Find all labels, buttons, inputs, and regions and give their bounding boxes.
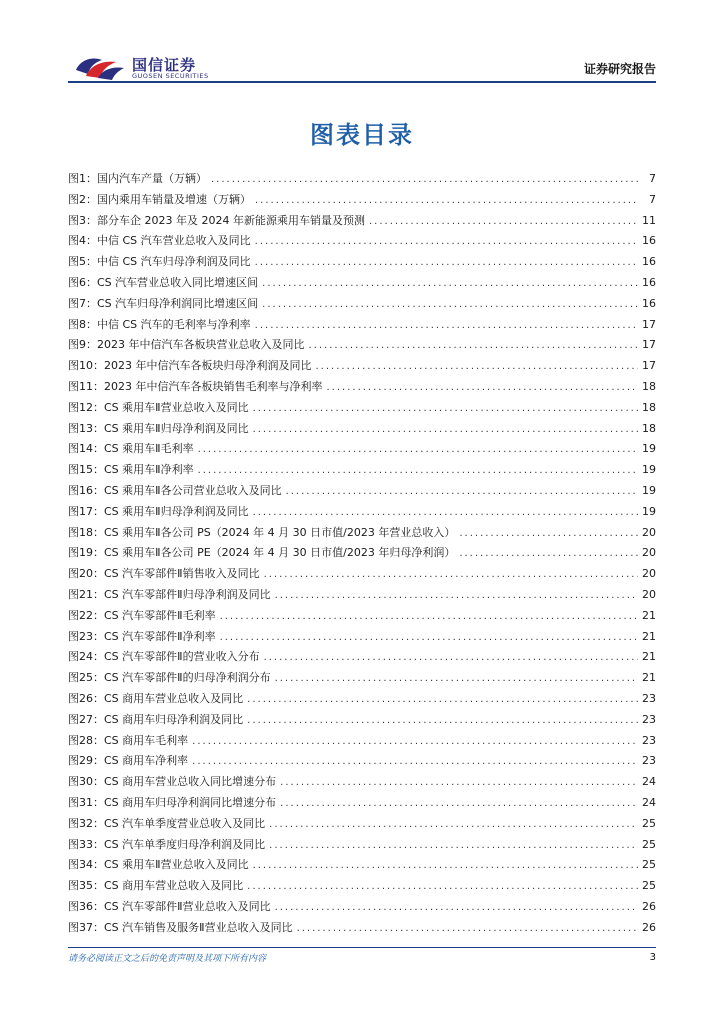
report-type-label: 证券研究报告 bbox=[583, 62, 656, 76]
toc-entry-page: 17 bbox=[642, 359, 656, 373]
toc-entry-page: 11 bbox=[642, 213, 656, 227]
toc-entry-number: 图27： bbox=[68, 712, 104, 726]
toc-leader-dots bbox=[327, 382, 639, 393]
toc-entry[interactable] bbox=[68, 898, 656, 919]
toc-leader-dots bbox=[264, 652, 638, 663]
page-header bbox=[68, 50, 656, 84]
toc-entry-page: 16 bbox=[642, 296, 656, 310]
toc-leader-dots bbox=[253, 507, 638, 518]
toc-entry-title: 国内乘用车销量及增速（万辆） bbox=[97, 192, 251, 206]
toc-entry[interactable] bbox=[68, 482, 656, 503]
toc-entry[interactable] bbox=[68, 669, 656, 690]
toc-entry-title: 中信 CS 汽车的毛利率与净利率 bbox=[97, 317, 251, 331]
toc-entry[interactable] bbox=[68, 295, 656, 316]
toc-entry[interactable] bbox=[68, 648, 656, 669]
toc-entry-page: 23 bbox=[642, 712, 656, 726]
toc-entry[interactable] bbox=[68, 503, 656, 524]
toc-entry-number: 图25： bbox=[68, 671, 104, 685]
toc-leader-dots bbox=[255, 236, 638, 247]
toc-entry-title: CS 商用车营业总收入同比增速分布 bbox=[104, 775, 277, 789]
toc-entry-page: 19 bbox=[642, 442, 656, 456]
toc-leader-dots bbox=[269, 819, 638, 830]
toc-entry-title: CS 商用车毛利率 bbox=[104, 733, 189, 747]
toc-entry-page: 19 bbox=[642, 483, 656, 497]
toc-entry[interactable] bbox=[68, 586, 656, 607]
toc-entry-title: CS 乘用车Ⅱ净利率 bbox=[104, 463, 194, 477]
toc-entry-page: 25 bbox=[642, 858, 656, 872]
toc-entry-number: 图33： bbox=[68, 837, 104, 851]
toc-entry-number: 图3： bbox=[68, 213, 97, 227]
toc-entry-page: 21 bbox=[642, 629, 656, 643]
toc-entry-page: 17 bbox=[642, 338, 656, 352]
toc-entry-title: CS 汽车归母净利润同比增速区间 bbox=[97, 296, 259, 310]
toc-entry-page: 23 bbox=[642, 691, 656, 705]
toc-entry[interactable] bbox=[68, 524, 656, 545]
toc-entry[interactable] bbox=[68, 794, 656, 815]
toc-leader-dots bbox=[253, 424, 638, 435]
toc-entry[interactable] bbox=[68, 357, 656, 378]
toc-entry-number: 图18： bbox=[68, 525, 104, 539]
toc-entry-title: CS 商用车归母净利润同比增速分布 bbox=[104, 795, 277, 809]
toc-entry[interactable] bbox=[68, 212, 656, 233]
toc-entry-title: CS 商用车归母净利润及同比 bbox=[104, 712, 244, 726]
toc-entry-number: 图36： bbox=[68, 899, 104, 913]
toc-entry-page: 23 bbox=[642, 733, 656, 747]
toc-entry-number: 图17： bbox=[68, 504, 104, 518]
toc-entry-page: 26 bbox=[642, 920, 656, 934]
toc-entry[interactable] bbox=[68, 836, 656, 857]
toc-entry[interactable] bbox=[68, 420, 656, 441]
toc-leader-dots bbox=[275, 590, 638, 601]
toc-entry-title: CS 汽车零部件Ⅱ的营业收入分布 bbox=[104, 650, 260, 664]
figure-table-of-contents bbox=[68, 170, 656, 939]
toc-entry-number: 图20： bbox=[68, 567, 104, 581]
toc-entry-title: CS 乘用车Ⅱ营业总收入及同比 bbox=[104, 858, 249, 872]
toc-leader-dots bbox=[297, 923, 638, 934]
toc-leader-dots bbox=[220, 632, 638, 643]
toc-entry-number: 图30： bbox=[68, 775, 104, 789]
toc-entry-number: 图21： bbox=[68, 587, 104, 601]
toc-entry[interactable] bbox=[68, 856, 656, 877]
toc-entry-page: 25 bbox=[642, 837, 656, 851]
toc-leader-dots bbox=[253, 403, 638, 414]
toc-entry-page: 19 bbox=[642, 504, 656, 518]
toc-leader-dots bbox=[255, 195, 638, 206]
toc-leader-dots bbox=[262, 278, 638, 289]
toc-entry-title: CS 乘用车Ⅱ毛利率 bbox=[104, 442, 194, 456]
toc-entry-page: 25 bbox=[642, 816, 656, 830]
toc-entry-number: 图35： bbox=[68, 879, 104, 893]
toc-entry[interactable] bbox=[68, 877, 656, 898]
toc-entry-number: 图5： bbox=[68, 255, 97, 269]
toc-entry[interactable] bbox=[68, 711, 656, 732]
toc-entry-title: CS 乘用车Ⅱ归母净利润及同比 bbox=[104, 504, 249, 518]
toc-entry-title: CS 汽车零部件Ⅱ毛利率 bbox=[104, 608, 216, 622]
toc-entry-number: 图31： bbox=[68, 795, 104, 809]
toc-entry-page: 16 bbox=[642, 275, 656, 289]
toc-entry-page: 16 bbox=[642, 255, 656, 269]
toc-leader-dots bbox=[255, 320, 638, 331]
toc-entry[interactable] bbox=[68, 628, 656, 649]
toc-entry[interactable] bbox=[68, 773, 656, 794]
toc-entry-number: 图6： bbox=[68, 275, 97, 289]
toc-entry-page: 25 bbox=[642, 879, 656, 893]
toc-entry-number: 图29： bbox=[68, 754, 104, 768]
page-number: 3 bbox=[649, 952, 656, 963]
brand-name-cn: 国信证券 bbox=[132, 56, 197, 74]
toc-leader-dots bbox=[253, 860, 638, 871]
toc-leader-dots bbox=[247, 694, 638, 705]
toc-entry-page: 20 bbox=[642, 587, 656, 601]
toc-entry-page: 23 bbox=[642, 754, 656, 768]
toc-entry[interactable] bbox=[68, 752, 656, 773]
toc-entry-title: CS 商用车净利率 bbox=[104, 754, 189, 768]
toc-entry-page: 18 bbox=[642, 379, 656, 393]
toc-entry[interactable] bbox=[68, 232, 656, 253]
toc-entry-number: 图13： bbox=[68, 421, 104, 435]
toc-leader-dots bbox=[198, 444, 638, 455]
toc-entry-page: 24 bbox=[642, 775, 656, 789]
toc-leader-dots bbox=[198, 465, 638, 476]
toc-leader-dots bbox=[275, 673, 638, 684]
toc-leader-dots bbox=[286, 486, 638, 497]
toc-leader-dots bbox=[309, 340, 639, 351]
toc-leader-dots bbox=[459, 528, 638, 539]
toc-entry-number: 图14： bbox=[68, 442, 104, 456]
toc-leader-dots bbox=[220, 611, 638, 622]
toc-entry[interactable] bbox=[68, 253, 656, 274]
toc-entry-title: CS 乘用车Ⅱ归母净利润及同比 bbox=[104, 421, 249, 435]
toc-entry-title: CS 商用车营业总收入及同比 bbox=[104, 691, 244, 705]
toc-leader-dots bbox=[280, 798, 638, 809]
toc-entry[interactable] bbox=[68, 461, 656, 482]
toc-leader-dots bbox=[269, 840, 638, 851]
toc-entry[interactable] bbox=[68, 274, 656, 295]
toc-leader-dots bbox=[262, 299, 638, 310]
toc-entry-title: 部分车企 2023 年及 2024 年新能源乘用车销量及预测 bbox=[97, 213, 365, 227]
toc-entry[interactable] bbox=[68, 607, 656, 628]
toc-leader-dots bbox=[247, 715, 638, 726]
toc-entry-title: CS 汽车零部件Ⅱ净利率 bbox=[104, 629, 216, 643]
toc-entry-title: CS 汽车销售及服务Ⅱ营业总收入及同比 bbox=[104, 920, 293, 934]
toc-entry-title: 中信 CS 汽车营业总收入及同比 bbox=[97, 234, 251, 248]
toc-entry-number: 图19： bbox=[68, 546, 104, 560]
toc-entry-number: 图22： bbox=[68, 608, 104, 622]
toc-entry-number: 图34： bbox=[68, 858, 104, 872]
toc-entry-number: 图37： bbox=[68, 920, 104, 934]
toc-entry-number: 图9： bbox=[68, 338, 97, 352]
toc-entry-number: 图1： bbox=[68, 172, 97, 185]
toc-leader-dots bbox=[192, 736, 638, 747]
toc-entry-page: 21 bbox=[642, 650, 656, 664]
toc-entry-title: CS 汽车单季度归母净利润及同比 bbox=[104, 837, 266, 851]
toc-entry-number: 图8： bbox=[68, 317, 97, 331]
toc-entry-title: CS 汽车单季度营业总收入及同比 bbox=[104, 816, 266, 830]
toc-entry[interactable] bbox=[68, 544, 656, 565]
toc-leader-dots bbox=[255, 257, 638, 268]
brand-name-en: GUOSEN SECURITIES bbox=[132, 72, 209, 80]
toc-entry-title: 2023 年中信汽车各板块营业总收入及同比 bbox=[97, 338, 305, 352]
footer-disclaimer: 请务必阅读正文之后的免责声明及其项下所有内容 bbox=[68, 954, 267, 964]
toc-entry[interactable] bbox=[68, 191, 656, 212]
toc-entry-page: 20 bbox=[642, 546, 656, 560]
toc-entry-title: 国内汽车产量（万辆） bbox=[97, 172, 207, 185]
toc-entry[interactable] bbox=[68, 316, 656, 337]
toc-entry-title: CS 乘用车Ⅱ各公司 PS（2024 年 4 月 30 日市值/2023 年营业总收入） bbox=[104, 525, 456, 539]
toc-entry-page: 21 bbox=[642, 608, 656, 622]
toc-entry-page: 7 bbox=[649, 192, 656, 206]
toc-entry-title: CS 汽车营业总收入同比增速区间 bbox=[97, 275, 259, 289]
toc-leader-dots bbox=[459, 548, 638, 559]
toc-entry-title: CS 商用车营业总收入及同比 bbox=[104, 879, 244, 893]
toc-entry-title: CS 汽车零部件Ⅱ营业总收入及同比 bbox=[104, 899, 271, 913]
toc-entry-number: 图4： bbox=[68, 234, 97, 248]
toc-entry[interactable] bbox=[68, 732, 656, 753]
toc-leader-dots bbox=[316, 361, 639, 372]
toc-entry-number: 图11： bbox=[68, 379, 104, 393]
toc-leader-dots bbox=[211, 174, 638, 185]
guosen-logo bbox=[72, 52, 282, 82]
toc-entry-title: 2023 年中信汽车各板块归母净利润及同比 bbox=[104, 359, 312, 373]
toc-leader-dots bbox=[275, 902, 638, 913]
toc-entry-page: 19 bbox=[642, 463, 656, 477]
footer-divider bbox=[68, 947, 656, 948]
toc-entry-page: 24 bbox=[642, 795, 656, 809]
toc-entry[interactable] bbox=[68, 336, 656, 357]
toc-entry[interactable] bbox=[68, 565, 656, 586]
toc-leader-dots bbox=[369, 216, 638, 227]
toc-entry-page: 21 bbox=[642, 671, 656, 685]
guosen-logo-icon bbox=[72, 52, 128, 82]
toc-entry-number: 图16： bbox=[68, 483, 104, 497]
toc-entry-page: 7 bbox=[649, 172, 656, 185]
toc-leader-dots bbox=[192, 756, 638, 767]
toc-entry-number: 图26： bbox=[68, 691, 104, 705]
toc-entry-number: 图15： bbox=[68, 463, 104, 477]
toc-leader-dots bbox=[247, 881, 638, 892]
toc-entry-title: 中信 CS 汽车归母净利润及同比 bbox=[97, 255, 251, 269]
header-divider bbox=[68, 81, 656, 83]
toc-entry-page: 18 bbox=[642, 421, 656, 435]
toc-entry[interactable] bbox=[68, 399, 656, 420]
toc-entry[interactable] bbox=[68, 690, 656, 711]
toc-entry-number: 图24： bbox=[68, 650, 104, 664]
toc-entry-page: 26 bbox=[642, 899, 656, 913]
toc-entry-title: CS 乘用车Ⅱ各公司 PE（2024 年 4 月 30 日市值/2023 年归母净利润） bbox=[104, 546, 456, 560]
toc-leader-dots bbox=[264, 569, 638, 580]
toc-entry-page: 18 bbox=[642, 400, 656, 414]
toc-entry-page: 16 bbox=[642, 234, 656, 248]
toc-entry[interactable] bbox=[68, 919, 656, 940]
toc-entry-page: 20 bbox=[642, 525, 656, 539]
toc-entry-number: 图2： bbox=[68, 192, 97, 206]
toc-entry-title: CS 汽车零部件Ⅱ销售收入及同比 bbox=[104, 567, 260, 581]
toc-entry[interactable] bbox=[68, 170, 656, 191]
toc-entry[interactable] bbox=[68, 440, 656, 461]
toc-entry-title: CS 汽车零部件Ⅱ的归母净利润分布 bbox=[104, 671, 271, 685]
toc-entry-number: 图28： bbox=[68, 733, 104, 747]
toc-entry-page: 20 bbox=[642, 567, 656, 581]
toc-entry-number: 图10： bbox=[68, 359, 104, 373]
toc-entry-number: 图32： bbox=[68, 816, 104, 830]
toc-entry-title: 2023 年中信汽车各板块销售毛利率与净利率 bbox=[104, 379, 323, 393]
toc-leader-dots bbox=[280, 777, 638, 788]
toc-entry-title: CS 乘用车Ⅱ各公司营业总收入及同比 bbox=[104, 483, 282, 497]
toc-entry-number: 图12： bbox=[68, 400, 104, 414]
toc-entry-number: 图23： bbox=[68, 629, 104, 643]
page-title: 图表目录 bbox=[310, 121, 414, 149]
toc-entry-number: 图7： bbox=[68, 296, 97, 310]
toc-entry[interactable] bbox=[68, 378, 656, 399]
toc-entry-title: CS 乘用车Ⅱ营业总收入及同比 bbox=[104, 400, 249, 414]
toc-entry[interactable] bbox=[68, 815, 656, 836]
toc-entry-page: 17 bbox=[642, 317, 656, 331]
toc-entry-title: CS 汽车零部件Ⅱ归母净利润及同比 bbox=[104, 587, 271, 601]
